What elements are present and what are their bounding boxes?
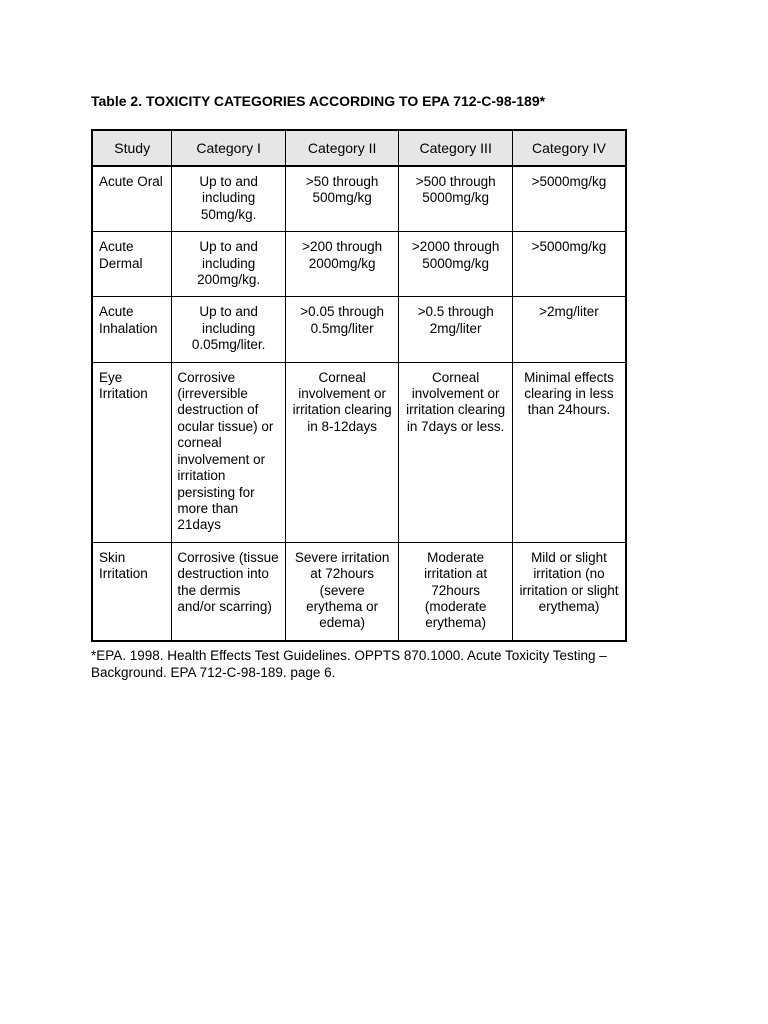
cell-category-4: >2mg/liter [512, 297, 626, 362]
table-body [92, 166, 626, 641]
cell-category-2: >200 through 2000mg/kg [285, 232, 399, 297]
header-category-3: Category III [399, 130, 513, 166]
cell-study: Acute Dermal [92, 232, 172, 297]
cell-category-1: Up to and including 50mg/kg. [172, 166, 286, 232]
cell-category-3: >500 through 5000mg/kg [399, 166, 513, 232]
cell-category-4: Minimal effects clearing in less than 24hours. [512, 362, 626, 542]
header-category-4: Category IV [512, 130, 626, 166]
header-study: Study [92, 130, 172, 166]
cell-category-4: Mild or slight irritation (no irritation or slight erythema) [512, 542, 626, 641]
cell-study: Acute Inhalation [92, 297, 172, 362]
cell-category-4: >5000mg/kg [512, 166, 626, 232]
table-row-acute-dermal [92, 232, 626, 297]
cell-category-4: >5000mg/kg [512, 232, 626, 297]
toxicity-table [91, 129, 627, 642]
cell-category-2: Severe irritation at 72hours (severe erythema or edema) [285, 542, 399, 641]
cell-category-3: >0.5 through 2mg/liter [399, 297, 513, 362]
table-header [92, 130, 626, 166]
footnote: *EPA. 1998. Health Effects Test Guidelines. OPPTS 870.1000. Acute Toxicity Testing – Background. EPA 712-C-98-189. page 6. [91, 648, 607, 680]
cell-category-2: >50 through 500mg/kg [285, 166, 399, 232]
table-row-eye-irritation [92, 362, 626, 542]
cell-category-3: Corneal involvement or irritation clearing in 7days or less. [399, 362, 513, 542]
cell-category-3: >2000 through 5000mg/kg [399, 232, 513, 297]
cell-study: Eye Irritation [92, 362, 172, 542]
cell-category-1: Up to and including 0.05mg/liter. [172, 297, 286, 362]
cell-study: Skin Irritation [92, 542, 172, 641]
cell-category-2: >0.05 through 0.5mg/liter [285, 297, 399, 362]
header-category-2: Category II [285, 130, 399, 166]
cell-category-1: Up to and including 200mg/kg. [172, 232, 286, 297]
table-row-acute-oral [92, 166, 626, 232]
header-row [92, 130, 626, 166]
cell-study: Acute Oral [92, 166, 172, 232]
cell-category-1: Corrosive (irreversible destruction of ocular tissue) or corneal involvement or irritation persisting for more than 21days [172, 362, 286, 542]
table-row-acute-inhalation [92, 297, 626, 362]
header-category-1: Category I [172, 130, 286, 166]
cell-category-2: Corneal involvement or irritation clearing in 8-12days [285, 362, 399, 542]
table-row-skin-irritation [92, 542, 626, 641]
cell-category-3: Moderate irritation at 72hours (moderate erythema) [399, 542, 513, 641]
table-title: Table 2. TOXICITY CATEGORIES ACCORDING TO EPA 712-C-98-189* [91, 93, 546, 109]
cell-category-1: Corrosive (tissue destruction into the dermis and/or scarring) [172, 542, 286, 641]
